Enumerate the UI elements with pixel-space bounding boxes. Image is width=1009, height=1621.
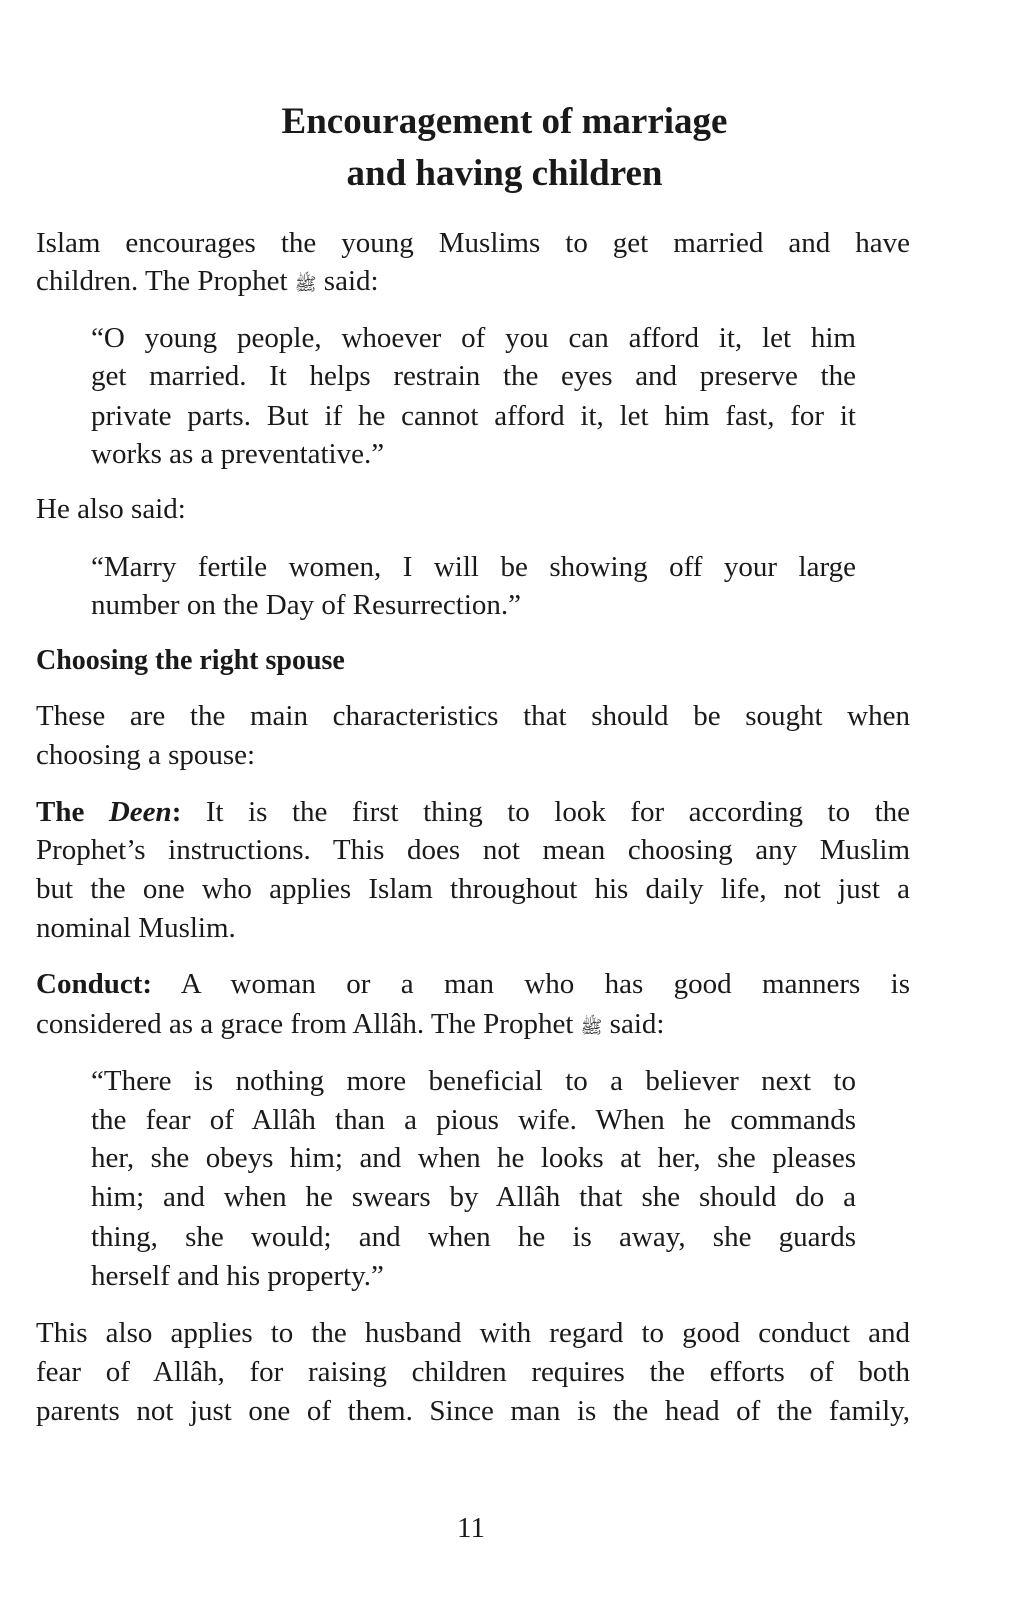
paragraph-line <box>36 262 910 304</box>
paragraph-line: parents not just one of them. Since man is the head of the family, <box>36 1395 910 1427</box>
paragraph-line: nominal Muslim. <box>36 912 236 944</box>
paragraph-line: Prophet’s instructions. This does not mean choosing any Muslim <box>36 834 910 866</box>
text: considered as a grace from Allâh. The Prophet <box>36 1008 574 1040</box>
page-title: Encouragement of marriage <box>281 101 728 142</box>
text: children. The Prophet <box>36 265 288 297</box>
quote-line: works as a preventative.” <box>91 438 385 470</box>
term-deen: Deen <box>108 796 172 828</box>
page-title-line2: and having children <box>346 153 663 194</box>
page-number: 11 <box>457 1512 485 1544</box>
paragraph-line: choosing a spouse: <box>36 739 256 771</box>
quote-line: number on the Day of Resurrection.” <box>91 589 522 621</box>
paragraph-line <box>36 793 910 831</box>
term-label: Conduct: <box>36 968 153 1000</box>
paragraph-line <box>36 1005 910 1047</box>
paragraph-line: Islam encourages the young Muslims to get married and have <box>36 227 910 259</box>
paragraph-line: These are the main characteristics that should be sought when <box>36 700 910 732</box>
quote-line: the fear of Allâh than a pious wife. When he commands <box>91 1104 856 1136</box>
quote-line: get married. It helps restrain the eyes and preserve the <box>91 360 856 392</box>
paragraph-line: fear of Allâh, for raising children requires the efforts of both <box>36 1356 910 1388</box>
quote-line: “There is nothing more beneficial to a believer next to <box>91 1065 856 1097</box>
term-label: The <box>36 796 85 828</box>
honorific-icon: ﷺ <box>294 274 317 295</box>
paragraph-line <box>36 965 910 1003</box>
quote-line: thing, she would; and when he is away, she guards <box>91 1221 856 1253</box>
quote-line: her, she obeys him; and when he looks at her, she pleases <box>91 1142 856 1174</box>
quote-line: him; and when he swears by Allâh that she should do a <box>91 1181 856 1213</box>
honorific-icon: ﷺ <box>580 1017 603 1038</box>
text: said: <box>323 265 379 297</box>
paragraph-line: He also said: <box>36 493 186 525</box>
text: It is the first thing to look for according to the <box>205 796 911 828</box>
paragraph-line: but the one who applies Islam throughout his daily life, not just a <box>36 873 910 905</box>
text: said: <box>609 1008 665 1040</box>
quote-line: “O young people, whoever of you can afford it, let him <box>91 322 856 354</box>
text: A woman or a man who has good manners is <box>180 968 911 1000</box>
quote-line: herself and his property.” <box>91 1260 384 1292</box>
quote-line: private parts. But if he cannot afford it, let him fast, for it <box>91 400 856 432</box>
quote-line: “Marry fertile women, I will be showing off your large <box>91 551 856 583</box>
paragraph-line: This also applies to the husband with regard to good conduct and <box>36 1317 910 1349</box>
colon: : <box>171 796 182 828</box>
section-heading: Choosing the right spouse <box>36 645 345 676</box>
